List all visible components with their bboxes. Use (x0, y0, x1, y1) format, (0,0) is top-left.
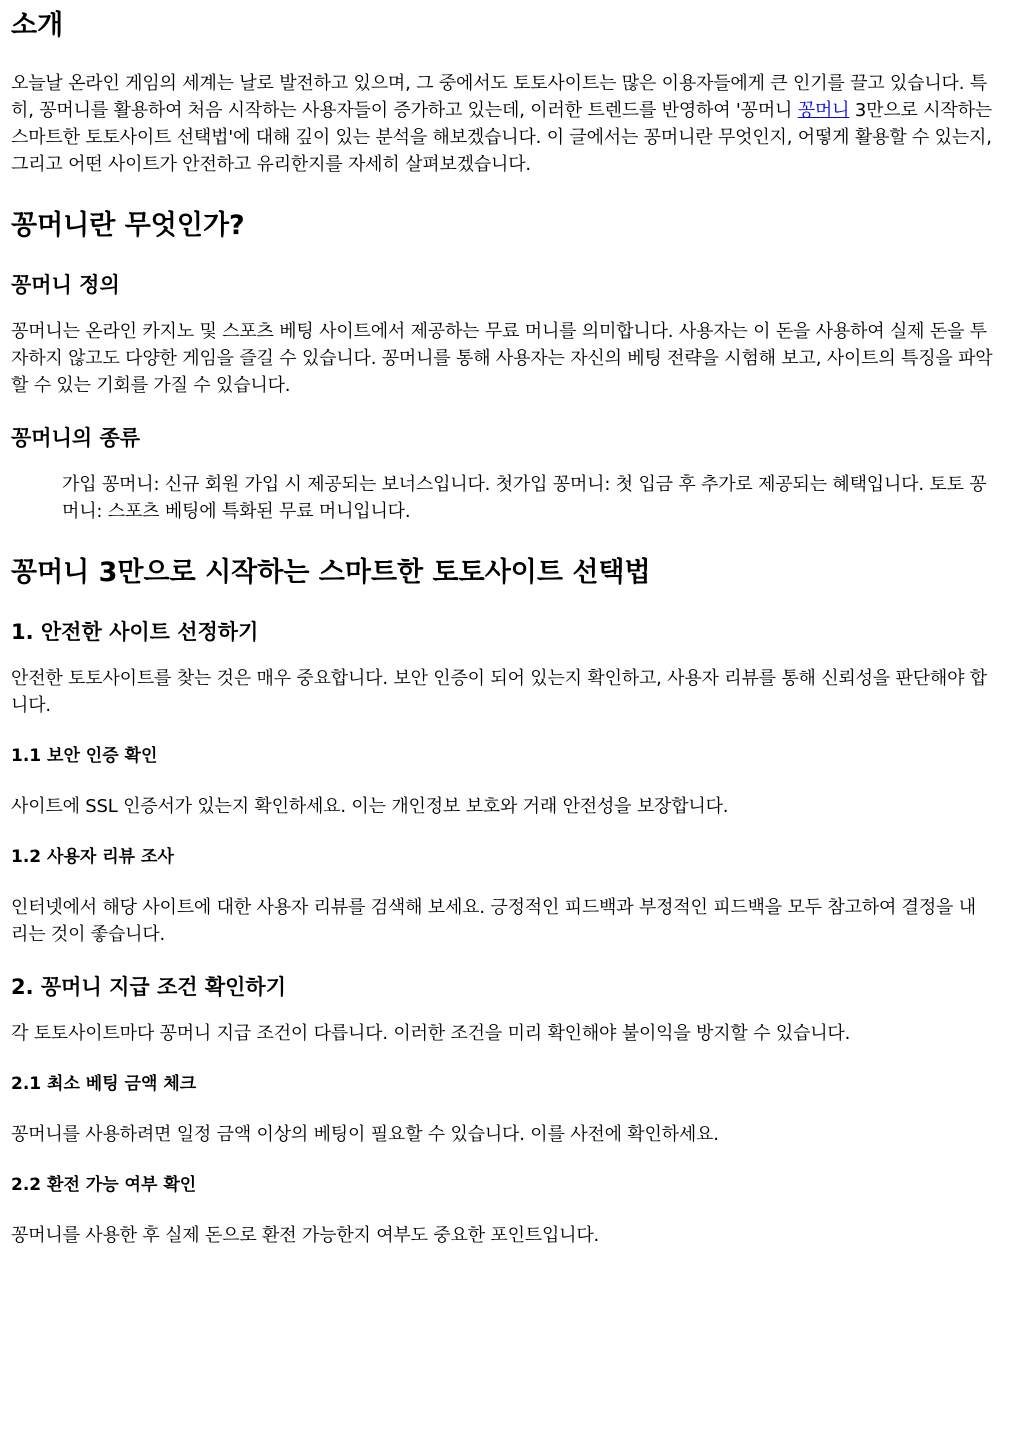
security-cert-heading: 1.1 보안 인증 확인 (11, 746, 158, 766)
min-bet-paragraph: 꽁머니를 사용하려면 일정 금액 이상의 베팅이 필요할 수 있습니다. 이를 사전에 확인하세요. (11, 1124, 719, 1145)
payout-conditions-paragraph: 각 토토사이트마다 꽁머니 지급 조건이 다릅니다. 이러한 조건을 미리 확인해야 불이익을 방지할 수 있습니다. (11, 1023, 851, 1044)
types-blockquote: 가입 꽁머니: 신규 회원 가입 시 제공되는 보너스입니다. 첫가입 꽁머니: 첫 입금 후 추가로 제공되는 혜택입니다. 토토 꽁머니: 스포츠 베팅에 특화된 무료 머니입니다. (62, 474, 987, 522)
definition-heading: 꽁머니 정의 (11, 273, 120, 297)
user-review-heading: 1.2 사용자 리뷰 조사 (11, 847, 174, 867)
intro-paragraph (11, 70, 993, 178)
exchange-heading: 2.2 환전 가능 여부 확인 (11, 1175, 197, 1195)
intro-text-before-link: 오늘날 온라인 게임의 세계는 날로 발전하고 있으며, 그 중에서도 토토사이트는 많은 이용자들에게 큰 인기를 끌고 있습니다. 특히, 꽁머니를 활용하여 처음 시작하는 사용자들이 증가하고 있는데, 이러한 트렌드를 반영하여 '꽁머니 (11, 73, 987, 121)
intro-text-after-link: 3만으로 시작하는 스마트한 토토사이트 선택법'에 대해 깊이 있는 분석을 해보겠습니다. 이 글에서는 꽁머니란 무엇인지, 어떻게 활용할 수 있는지, 그리고 어떤 사이트가 안전하고 유리한지를 자세히 살펴보겠습니다. (11, 100, 992, 175)
exchange-paragraph: 꽁머니를 사용한 후 실제 돈으로 환전 가능한지 여부도 중요한 포인트입니다. (11, 1225, 600, 1246)
kkong-money-link[interactable]: 꽁머니 (797, 100, 850, 121)
payout-conditions-heading: 2. 꽁머니 지급 조건 확인하기 (11, 975, 286, 999)
types-heading: 꽁머니의 종류 (11, 426, 141, 450)
safe-site-paragraph: 안전한 토토사이트를 찾는 것은 매우 중요합니다. 보안 인증이 되어 있는지 확인하고, 사용자 리뷰를 통해 신뢰성을 판단해야 합니다. (11, 668, 987, 716)
intro-heading: 소개 (11, 10, 64, 41)
definition-paragraph: 꽁머니는 온라인 카지노 및 스포츠 베팅 사이트에서 제공하는 무료 머니를 의미합니다. 사용자는 이 돈을 사용하여 실제 돈을 투자하지 않고도 다양한 게임을 즐길 수 있습니다. 꽁머니를 통해 사용자는 자신의 베팅 전략을 시험해 보고, 사이트의 특징을 파악할 수 있는 기회를 가질 수 있습니다. (11, 321, 993, 396)
security-cert-paragraph: 사이트에 SSL 인증서가 있는지 확인하세요. 이는 개인정보 보호와 거래 안전성을 보장합니다. (11, 796, 729, 817)
section-what-is-heading: 꽁머니란 무엇인가? (11, 210, 245, 241)
min-bet-heading: 2.1 최소 베팅 금액 체크 (11, 1074, 197, 1094)
section-selection-heading: 꽁머니 3만으로 시작하는 스마트한 토토사이트 선택법 (11, 557, 651, 588)
safe-site-heading: 1. 안전한 사이트 선정하기 (11, 620, 259, 644)
user-review-paragraph: 인터넷에서 해당 사이트에 대한 사용자 리뷰를 검색해 보세요. 긍정적인 피드백과 부정적인 피드백을 모두 참고하여 결정을 내리는 것이 좋습니다. (11, 897, 976, 945)
